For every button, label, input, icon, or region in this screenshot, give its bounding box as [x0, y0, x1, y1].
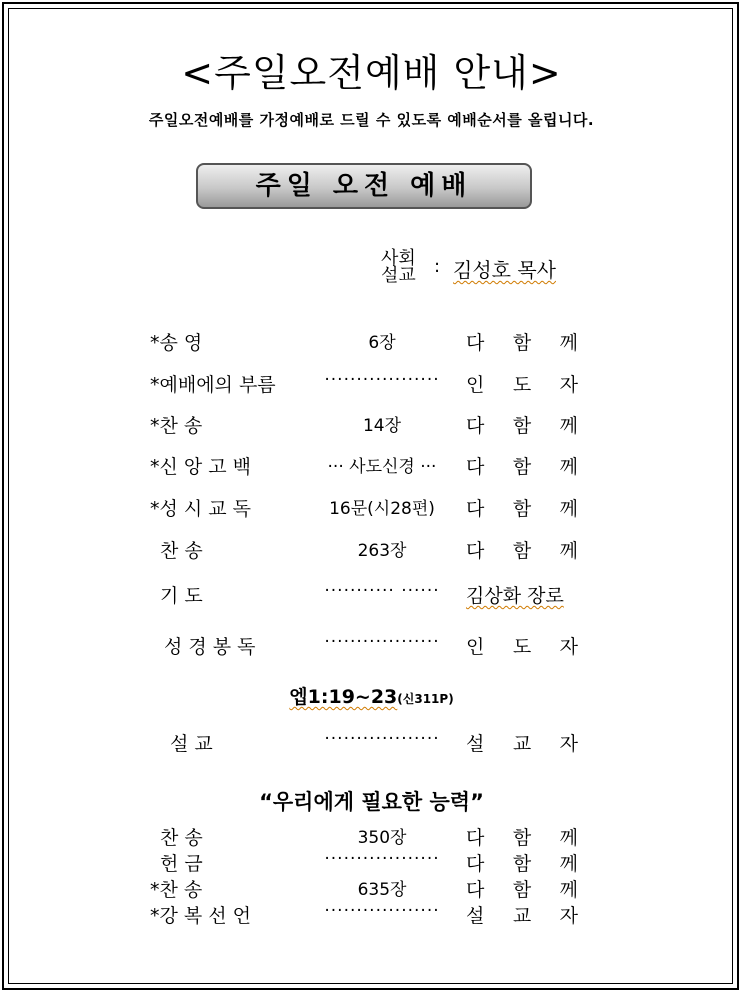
- order-person: 다 함 께: [466, 498, 578, 520]
- order-detail: 6장: [368, 333, 396, 353]
- sermon-title: “우리에게 필요한 능력”: [259, 790, 484, 814]
- order-item: [0, 328, 743, 356]
- order-detail: ··················: [324, 901, 440, 921]
- order-item: [0, 632, 743, 660]
- order-person: 인 도 자: [466, 374, 578, 396]
- order-label: *신 앙 고 백: [150, 456, 252, 478]
- order-detail: ··················: [324, 370, 440, 390]
- order-label: 성 경 봉 독: [164, 636, 256, 658]
- order-label: *성 시 교 독: [150, 498, 252, 520]
- order-item: [0, 901, 743, 929]
- scripture-reference: [0, 682, 743, 709]
- order-label: *찬 송: [150, 879, 203, 901]
- order-person: 다 함 께: [466, 853, 578, 875]
- order-person: 김상화 장로: [466, 585, 564, 607]
- order-label: 기 도: [160, 585, 203, 607]
- order-item: [0, 370, 743, 398]
- order-item: [0, 581, 743, 609]
- order-item: [0, 536, 743, 564]
- page-subtitle: 주일오전예배를 가정예배로 드릴 수 있도록 예배순서를 올립니다.: [148, 111, 595, 129]
- order-item: [0, 823, 743, 851]
- order-label: 헌 금: [160, 853, 203, 875]
- order-label: 찬 송: [160, 540, 203, 562]
- order-label: *찬 송: [150, 415, 203, 437]
- order-item: [0, 849, 743, 877]
- order-person: 다 함 께: [466, 540, 578, 562]
- order-person: 다 함 께: [466, 827, 578, 849]
- leader-roles: [381, 250, 416, 284]
- order-detail: 350장: [357, 828, 407, 848]
- order-person: 다 함 께: [466, 332, 578, 354]
- role-presiding: 사회: [381, 248, 416, 269]
- leader-name: 김성호 목사: [453, 258, 556, 282]
- order-detail: ··· 사도신경 ···: [327, 457, 437, 477]
- order-detail: 16문(시28편): [329, 499, 435, 519]
- order-item: [0, 875, 743, 903]
- order-person: 다 함 께: [466, 879, 578, 901]
- order-detail: 263장: [357, 541, 407, 561]
- order-label: *예배에의 부름: [150, 374, 276, 396]
- role-preaching: 설교: [381, 265, 416, 286]
- scripture-hymn-page: (신311P): [397, 692, 454, 706]
- order-detail: 635장: [357, 880, 407, 900]
- leader-colon: :: [434, 256, 441, 277]
- order-item: [0, 411, 743, 439]
- order-detail: ··········· ······: [324, 581, 440, 601]
- order-person: 다 함 께: [466, 456, 578, 478]
- page-title: <주일오전예배 안내>: [181, 51, 562, 95]
- order-label: *송 영: [150, 332, 203, 354]
- order-item: [0, 729, 743, 757]
- scripture-verse: 엡1:19~23: [289, 686, 398, 708]
- order-detail: ··················: [324, 849, 440, 869]
- order-person: 설 교 자: [466, 905, 578, 927]
- order-item: [0, 494, 743, 522]
- leader-line: [0, 248, 743, 288]
- order-label: 찬 송: [160, 827, 203, 849]
- order-label: 설 교: [170, 733, 213, 755]
- order-person: 설 교 자: [466, 733, 578, 755]
- order-detail: ··················: [324, 729, 440, 749]
- order-item: [0, 452, 743, 480]
- service-banner: 주일 오전 예배: [196, 163, 532, 209]
- order-label: *강 복 선 언: [150, 905, 252, 927]
- order-detail: 14장: [362, 416, 402, 436]
- order-person: 다 함 께: [466, 415, 578, 437]
- order-person: 인 도 자: [466, 636, 578, 658]
- order-detail: ··················: [324, 632, 440, 652]
